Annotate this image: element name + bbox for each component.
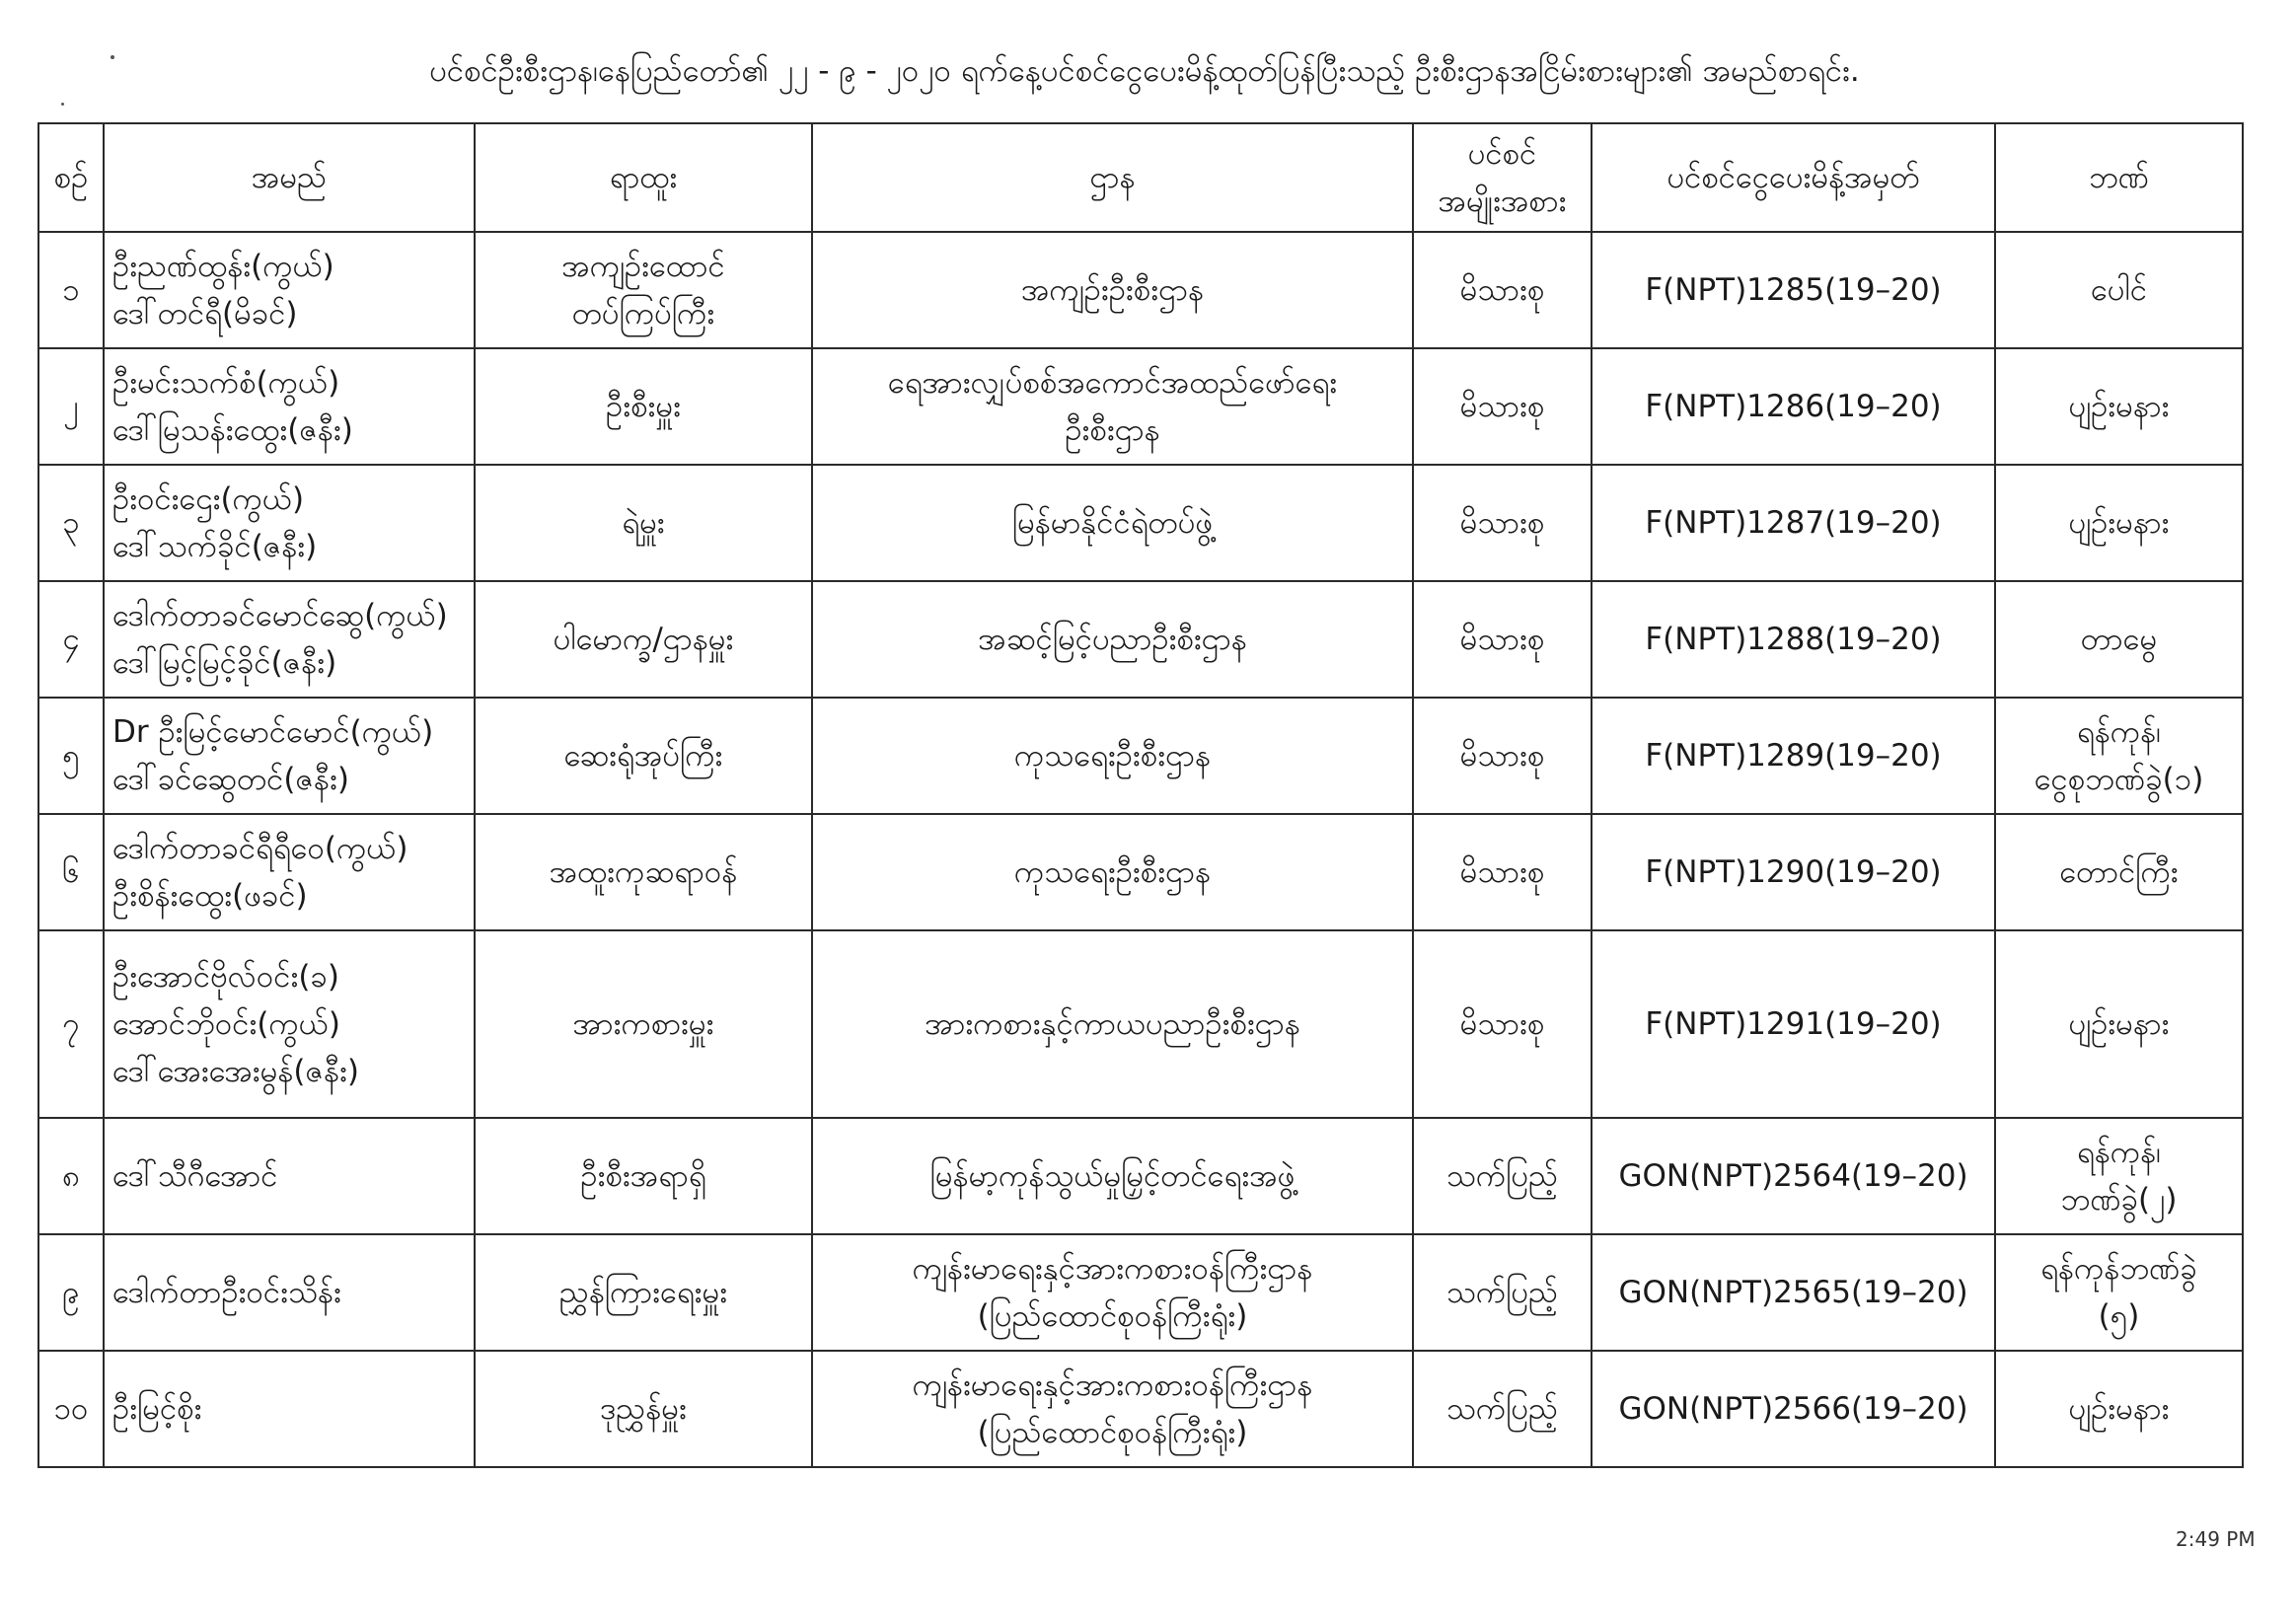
department-cell-line: မြန်မာ့ကုန်သွယ်မှုမြှင့်တင်ရေးအဖွဲ့ (929, 1158, 1296, 1194)
pension-type-cell: မိသားစု (1413, 814, 1592, 930)
department-cell-line: (ပြည်ထောင်စုဝန်ကြီးရုံး) (977, 1298, 1248, 1334)
bank-branch-cell-line: တောင်ကြီး (2059, 854, 2179, 890)
name-cell-line: ဦးမင်းသက်စံ(ကွယ်) (112, 365, 340, 401)
name-cell (104, 698, 475, 814)
name-cell-line: ဦးမြင့်စိုး (112, 1391, 202, 1427)
table-row (38, 1118, 2243, 1234)
permit-number-cell: F(NPT)1287(19–20) (1592, 465, 1995, 581)
rank-cell (475, 930, 812, 1118)
rank-cell (475, 465, 812, 581)
permit-number-cell: GON(NPT)2564(19–20) (1592, 1118, 1995, 1234)
bank-branch-cell-line: ရန်ကုန်၊ (2076, 1135, 2162, 1170)
bank-branch-cell (1995, 465, 2243, 581)
serial-no-cell: ၉ (38, 1234, 104, 1351)
name-cell-line: ဦးညဏ်ထွန်း(ကွယ်) (112, 249, 334, 284)
timestamp: 2:49 PM (2176, 1527, 2256, 1551)
name-cell (104, 1118, 475, 1234)
name-cell-line: ဒေါက်တာခင်ရီရီဝေ(ကွယ်) (112, 831, 408, 866)
serial-no-cell: ၅ (38, 698, 104, 814)
rank-cell-line: အထူးကုဆရာဝန် (549, 854, 738, 890)
bank-branch-cell-line: ပေါင် (2090, 272, 2148, 308)
rank-cell-line: ပါမောက္ခ/ဌာနမှူး (553, 622, 734, 657)
department-cell-line: ရေအားလျှပ်စစ်အကောင်အထည်ဖော်ရေး (887, 365, 1338, 401)
rank-cell (475, 698, 812, 814)
table-header-row (38, 123, 2243, 232)
table-row (38, 1351, 2243, 1467)
rank-cell (475, 348, 812, 465)
name-cell (104, 930, 475, 1118)
department-cell-line: အကျဉ်းဦးစီးဌာန (1020, 272, 1205, 308)
pension-type-cell: မိသားစု (1413, 465, 1592, 581)
permit-number-cell: F(NPT)1290(19–20) (1592, 814, 1995, 930)
table-row (38, 1234, 2243, 1351)
pension-type-cell: မိသားစု (1413, 930, 1592, 1118)
header-pension-type (1413, 123, 1592, 232)
department-cell (812, 1118, 1413, 1234)
table-row (38, 698, 2243, 814)
header-bank: ဘဏ် (1995, 123, 2243, 232)
header-pension-type-line1: ပင်စင် (1467, 136, 1537, 172)
rank-cell (475, 1234, 812, 1351)
name-cell-line: ဒေါ်တင်ရီ(မိခင်) (112, 296, 298, 332)
bank-branch-cell-line: ပျဉ်းမနား (2068, 505, 2170, 541)
rank-cell-line: ဦးစီးမှူး (606, 389, 681, 424)
department-cell (812, 232, 1413, 348)
department-cell-line: အဆင့်မြင့်ပညာဦးစီးဌာန (978, 622, 1247, 657)
bank-branch-cell (1995, 581, 2243, 698)
table-row (38, 232, 2243, 348)
table-row (38, 465, 2243, 581)
name-cell-line: ဒေါက်တာခင်မောင်ဆွေ(ကွယ်) (112, 598, 448, 633)
name-cell (104, 1351, 475, 1467)
bank-branch-cell-line: ရန်ကုန်ဘဏ်ခွဲ (2040, 1251, 2197, 1287)
name-cell (104, 581, 475, 698)
bank-branch-cell-line: တာမွေ (2080, 622, 2158, 657)
bank-branch-cell-line: ငွေစုဘဏ်ခွဲ(၁) (2034, 762, 2204, 797)
permit-number-cell: GON(NPT)2565(19–20) (1592, 1234, 1995, 1351)
serial-no-cell: ၁ (38, 232, 104, 348)
table-row (38, 581, 2243, 698)
header-name: အမည် (104, 123, 475, 232)
rank-cell (475, 581, 812, 698)
bank-branch-cell-line: ပျဉ်းမနား (2068, 389, 2170, 424)
rank-cell-line: ရဲမှူး (622, 505, 665, 541)
department-cell (812, 1351, 1413, 1467)
bank-branch-cell (1995, 1351, 2243, 1467)
department-cell (812, 1234, 1413, 1351)
department-cell-line: ကျန်းမာရေးနှင့်အားကစားဝန်ကြီးဌာန (912, 1251, 1313, 1287)
bank-branch-cell (1995, 698, 2243, 814)
permit-number-cell: F(NPT)1286(19–20) (1592, 348, 1995, 465)
rank-cell (475, 814, 812, 930)
name-cell-line: ဒေါ်သီဂီအောင် (112, 1158, 278, 1194)
pension-type-cell: သက်ပြည့် (1413, 1234, 1592, 1351)
name-cell-line: ဦးအောင်ဗိုလ်ဝင်း(ခ) (112, 959, 339, 995)
pension-type-cell: မိသားစု (1413, 581, 1592, 698)
department-cell-line: ကျန်းမာရေးနှင့်အားကစားဝန်ကြီးဌာန (912, 1367, 1313, 1403)
department-cell-line: ကုသရေးဦးစီးဌာန (1013, 854, 1212, 890)
table-row (38, 348, 2243, 465)
bank-branch-cell (1995, 814, 2243, 930)
permit-number-cell: F(NPT)1291(19–20) (1592, 930, 1995, 1118)
bank-branch-cell-line: (၅) (2098, 1298, 2140, 1334)
name-cell-line: ဦးစိန်းထွေး(ဖခင်) (112, 878, 308, 914)
serial-no-cell: ၆ (38, 814, 104, 930)
header-rank: ရာထူး (475, 123, 812, 232)
name-cell-line: ဒေါ်ခင်ဆွေတင်(ဇနီး) (112, 762, 349, 797)
name-cell-line: အောင်ဘိုဝင်း(ကွယ်) (112, 1006, 340, 1042)
bank-branch-cell (1995, 1118, 2243, 1234)
serial-no-cell: ၁၀ (38, 1351, 104, 1467)
department-cell-line: မြန်မာနိုင်ငံရဲတပ်ဖွဲ့ (1011, 505, 1214, 541)
pension-type-cell: မိသားစု (1413, 348, 1592, 465)
name-cell-line: ဒေါ်သက်ခိုင်(ဇနီး) (112, 529, 318, 564)
rank-cell-line: ညွှန်ကြားရေးမှူး (558, 1275, 728, 1310)
permit-number-cell: F(NPT)1285(19–20) (1592, 232, 1995, 348)
rank-cell (475, 1351, 812, 1467)
scan-speck (61, 103, 64, 106)
scan-speck (111, 55, 114, 59)
serial-no-cell: ၇ (38, 930, 104, 1118)
table-body (38, 232, 2243, 1467)
serial-no-cell: ၂ (38, 348, 104, 465)
permit-number-cell: F(NPT)1288(19–20) (1592, 581, 1995, 698)
pension-roster-table (37, 122, 2244, 1468)
bank-branch-cell (1995, 348, 2243, 465)
serial-no-cell: ၈ (38, 1118, 104, 1234)
bank-branch-cell (1995, 930, 2243, 1118)
name-cell-line: ဦးဝင်းဌေး(ကွယ်) (112, 481, 305, 517)
pension-type-cell: မိသားစု (1413, 232, 1592, 348)
name-cell-line: ဒေါ်အေးအေးမွန်(ဇနီး) (112, 1054, 359, 1089)
rank-cell-line: ဆေးရုံအုပ်ကြီး (563, 738, 723, 774)
name-cell-line: Dr ဦးမြင့်မောင်မောင်(ကွယ်) (112, 714, 434, 750)
rank-cell-line: တပ်ကြပ်ကြီး (571, 296, 715, 332)
department-cell (812, 698, 1413, 814)
rank-cell-line: ဒုညွှန်မှူး (600, 1391, 687, 1427)
name-cell (104, 465, 475, 581)
department-cell-line: ကုသရေးဦးစီးဌာန (1013, 738, 1212, 774)
bank-branch-cell-line: ဘဏ်ခွဲ(၂) (2060, 1182, 2178, 1218)
table-row (38, 930, 2243, 1118)
bank-branch-cell-line: ပျဉ်းမနား (2068, 1391, 2170, 1427)
name-cell (104, 814, 475, 930)
rank-cell (475, 1118, 812, 1234)
department-cell-line: အားကစားနှင့်ကာယပညာဦးစီးဌာန (925, 1006, 1300, 1042)
name-cell-line: ဒေါ်မြင့်မြင့်ခိုင်(ဇနီး) (112, 645, 337, 681)
pension-type-cell: သက်ပြည့် (1413, 1118, 1592, 1234)
department-cell (812, 581, 1413, 698)
header-department: ဌာန (812, 123, 1413, 232)
serial-no-cell: ၄ (38, 581, 104, 698)
bank-branch-cell (1995, 1234, 2243, 1351)
header-permit-number: ပင်စင်ငွေပေးမိန့်အမှတ် (1592, 123, 1995, 232)
bank-branch-cell (1995, 232, 2243, 348)
pension-type-cell: သက်ပြည့် (1413, 1351, 1592, 1467)
department-cell (812, 814, 1413, 930)
document-title: ပင်စင်ဦးစီးဌာန၊နေပြည်တော်၏ ၂၂ - ၉ - ၂၀၂၀ ရက်နေ့ပင်စင်ငွေပေးမိန့်ထုတ်ပြန်ပြီးသည့် ဦးစီးဌာနအငြိမ်းစားများ၏ အမည်စာရင်း. (429, 53, 1860, 89)
rank-cell-line: ဦးစီးအရာရှိ (580, 1158, 706, 1194)
permit-number-cell: GON(NPT)2566(19–20) (1592, 1351, 1995, 1467)
department-cell (812, 465, 1413, 581)
name-cell (104, 1234, 475, 1351)
rank-cell-line: အကျဉ်းထောင် (561, 249, 725, 284)
department-cell-line: (ပြည်ထောင်စုဝန်ကြီးရုံး) (977, 1415, 1248, 1450)
bank-branch-cell-line: ရန်ကုန်၊ (2076, 714, 2162, 750)
pension-type-cell: မိသားစု (1413, 698, 1592, 814)
rank-cell-line: အားကစားမှူး (572, 1006, 714, 1042)
name-cell-line: ဒေါက်တာဦးဝင်းသိန်း (112, 1275, 341, 1310)
department-cell (812, 930, 1413, 1118)
bank-branch-cell-line: ပျဉ်းမနား (2068, 1006, 2170, 1042)
rank-cell (475, 232, 812, 348)
header-pension-type-line2: အမျိုးအစား (1438, 184, 1567, 219)
serial-no-cell: ၃ (38, 465, 104, 581)
name-cell (104, 232, 475, 348)
name-cell-line: ဒေါ်မြသန်းထွေး(ဇနီး) (112, 412, 353, 448)
header-serial-no: စဉ် (38, 123, 104, 232)
name-cell (104, 348, 475, 465)
permit-number-cell: F(NPT)1289(19–20) (1592, 698, 1995, 814)
department-cell (812, 348, 1413, 465)
table-row (38, 814, 2243, 930)
department-cell-line: ဦးစီးဌာန (1065, 412, 1160, 448)
